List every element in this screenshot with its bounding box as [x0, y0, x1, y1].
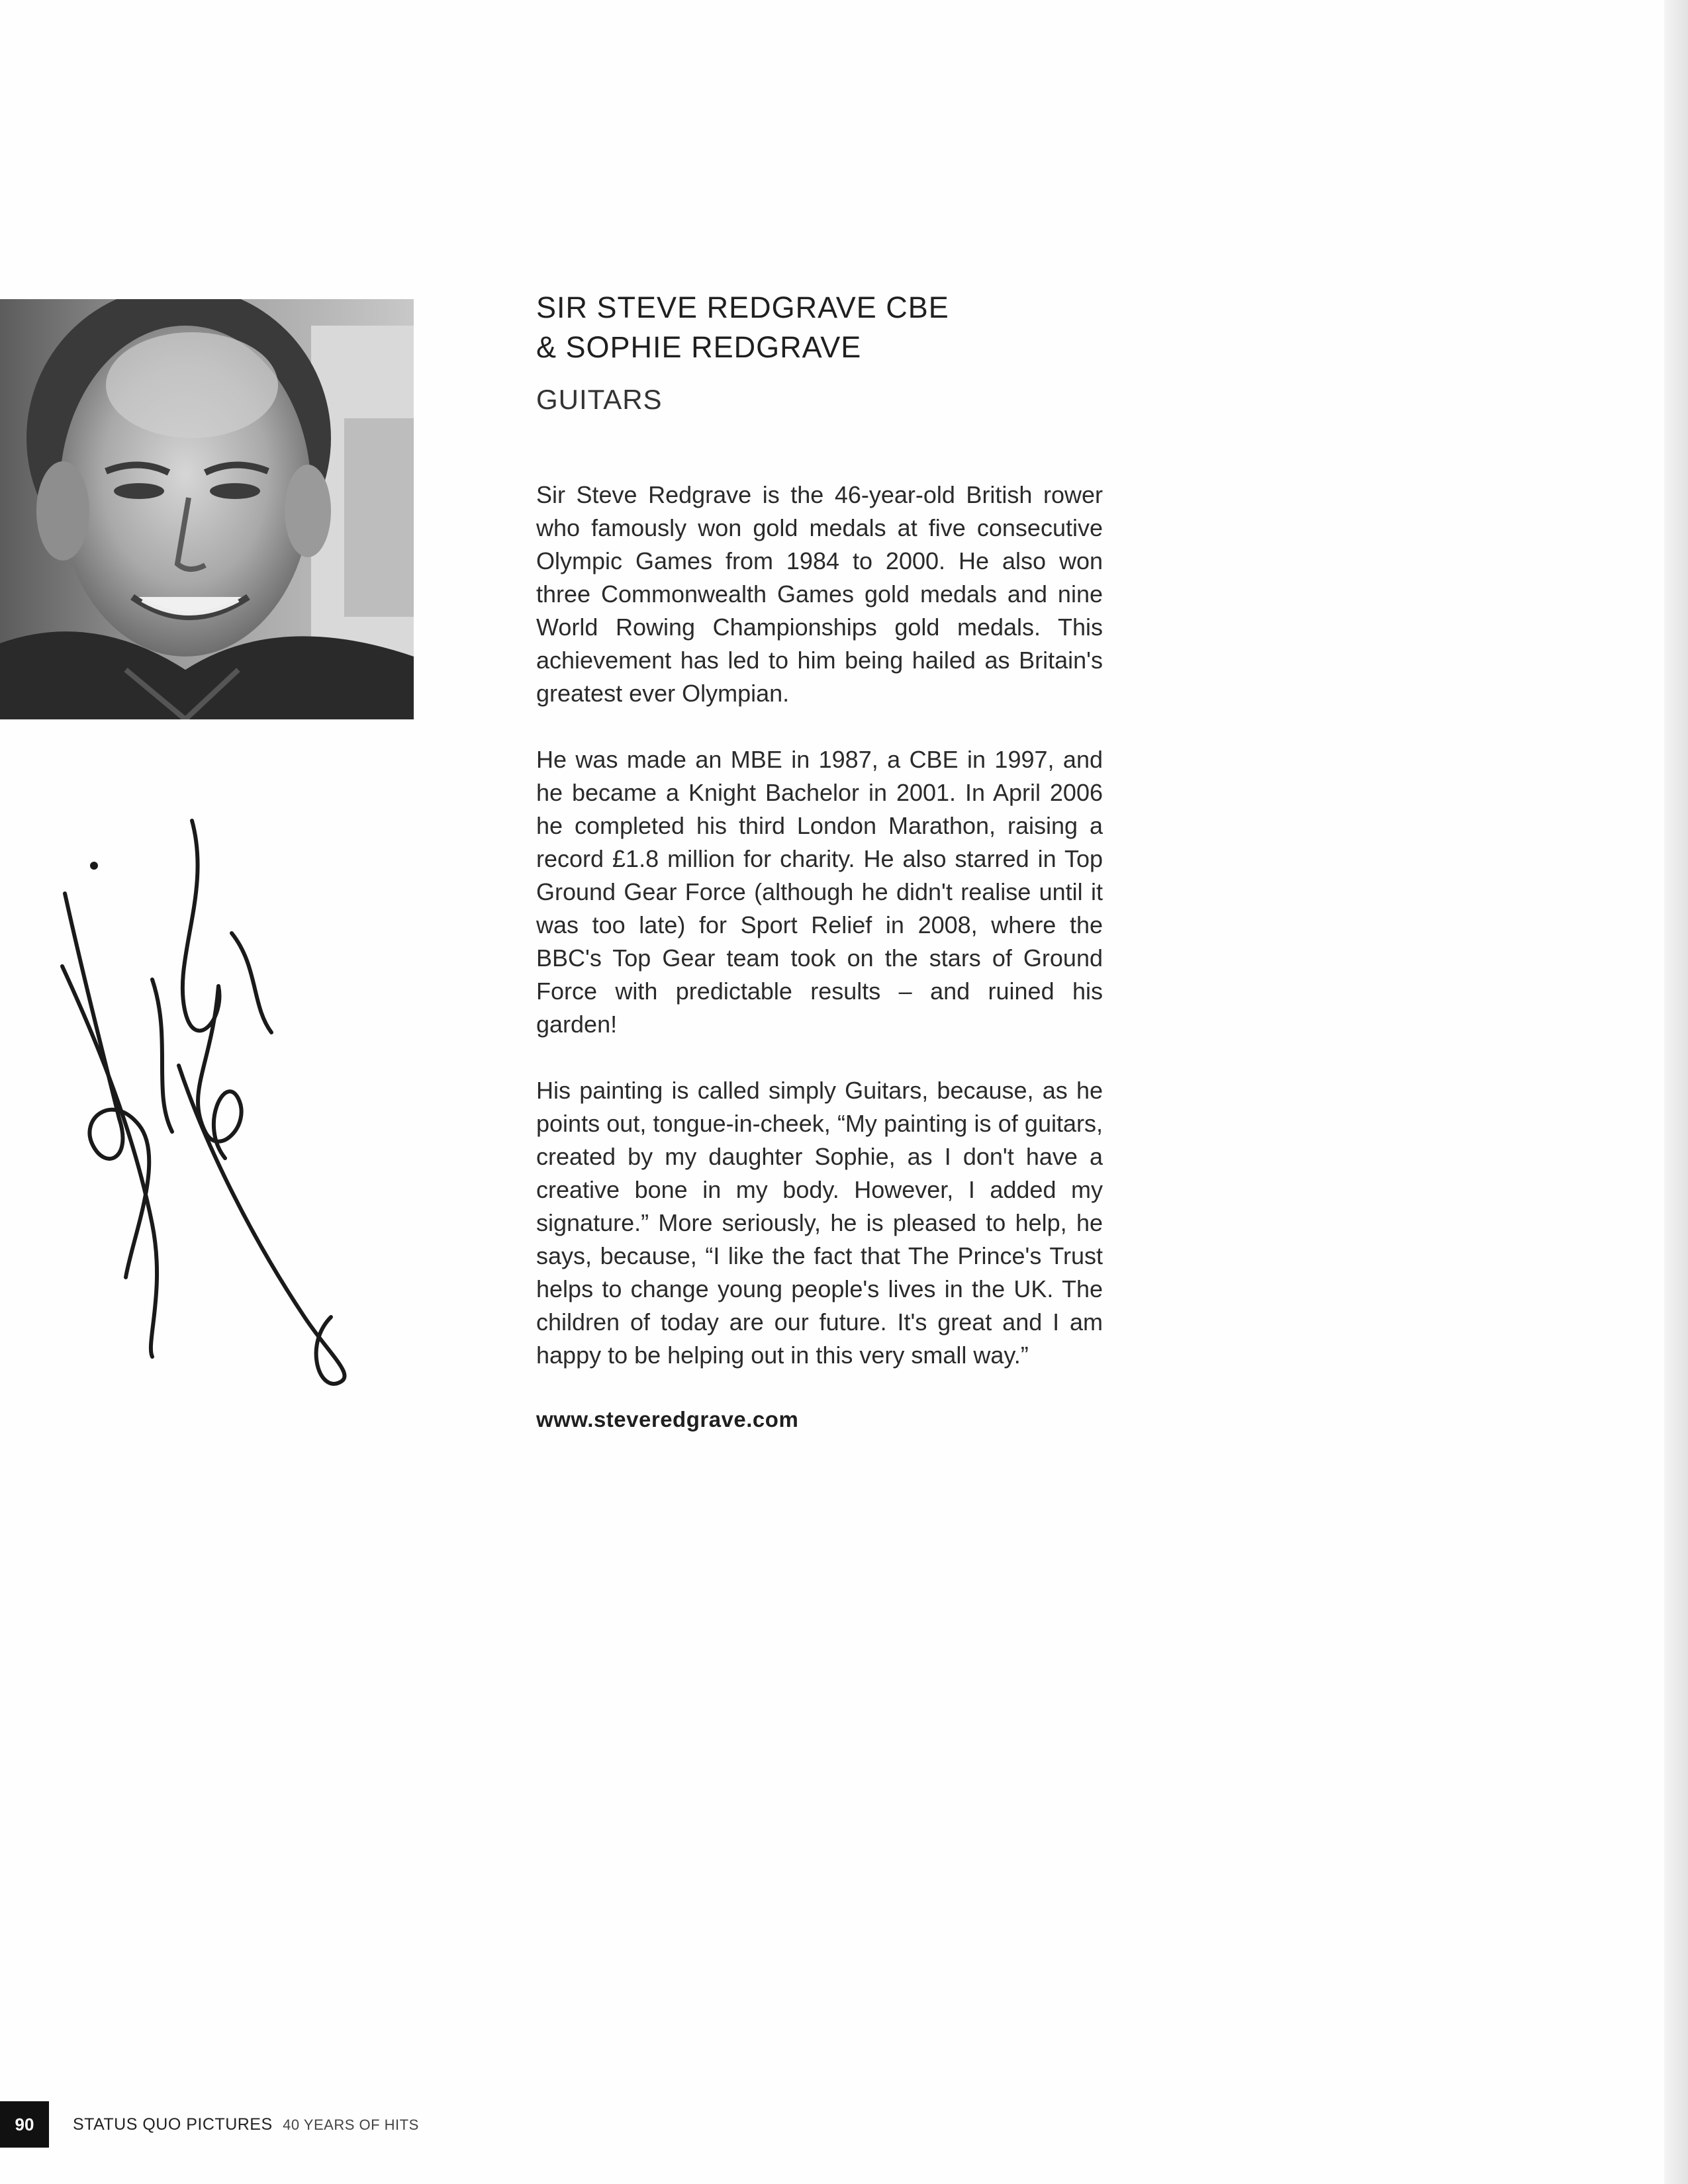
painting-title: GUITARS: [536, 384, 663, 415]
title-line-2: & SOPHIE REDGRAVE: [536, 330, 862, 364]
publication-title: STATUS QUO PICTURES: [73, 2115, 273, 2134]
paragraph-biography: Sir Steve Redgrave is the 46-year-old British rower who famously won gold medals at five consecutive Olympic Games from 1984 to 2000. He also won three Commonwealth Games gold medals and nine World Rowing Championships gold medals. This achievement has led to him being hailed as Britain's greatest ever Olympian.: [536, 481, 1103, 707]
publication-subtitle: 40 YEARS OF HITS: [283, 2116, 419, 2133]
portrait-photo: [0, 299, 414, 719]
paragraph-honours: He was made an MBE in 1987, a CBE in 1997, and he became a Knight Bachelor in 2001. In April 2006 he completed his third London Marathon, raising a record £1.8 million for charity. He also starred in Top Ground Gear Force (although he didn't realise until it was too late) for Sport Relief in 2008, where the BBC's Top Gear team took on the stars of Ground Force with predictable results – and ruined his garden!: [536, 746, 1103, 1038]
portrait-icon: [0, 299, 414, 719]
paragraph-painting: His painting is called simply Guitars, because, as he points out, tongue-in-cheek, “My painting is of guitars, created by my daughter Sophie, as I don't have a creative bone in my body. However, I added my signature.” More seriously, he is pleased to help, he says, because, “I like the fact that The Prince's Trust helps to change young people's lives in the UK. The children of today are our future. It's great and I am happy to be helping out in this very small way.”: [536, 1077, 1103, 1369]
website-link[interactable]: www.steveredgrave.com: [536, 1407, 799, 1432]
page-number: 90: [0, 2101, 49, 2148]
signature-icon: [53, 814, 477, 1396]
article: [536, 288, 1103, 1434]
publication-title-block: [73, 2101, 419, 2148]
title-line-1: SIR STEVE REDGRAVE CBE: [536, 291, 949, 324]
footer: [0, 2101, 927, 2148]
article-body: [536, 478, 1103, 1372]
article-title: [536, 288, 1103, 367]
signature: [53, 814, 477, 1396]
scan-edge: [1664, 0, 1688, 2184]
